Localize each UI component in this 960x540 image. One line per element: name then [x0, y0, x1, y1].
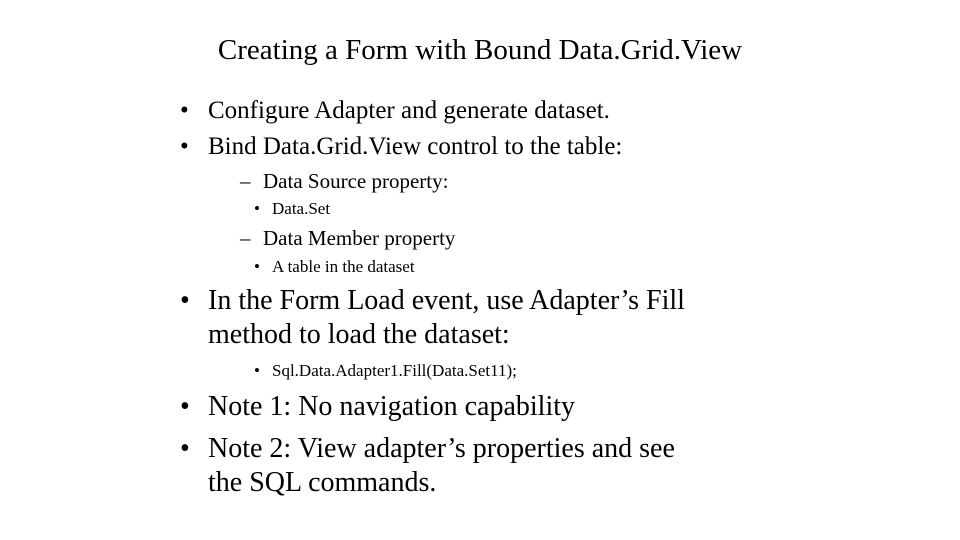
bullet-glyph: •: [254, 257, 260, 276]
bullet-glyph: •: [254, 199, 260, 218]
bullet-glyph: •: [180, 285, 190, 316]
bullet-text-line1: Note 2: View adapter’s properties and see: [208, 433, 675, 464]
sub-sub-bullet-text: Sql.Data.Adapter1.Fill(Data.Set11);: [272, 361, 517, 380]
bullet-text: Bind Data.Grid.View control to the table:: [208, 133, 623, 160]
bullet-glyph: •: [180, 391, 190, 422]
bullet-glyph: •: [254, 361, 260, 380]
dash-glyph: –: [240, 169, 251, 193]
sub-sub-bullet-text: Data.Set: [272, 199, 331, 218]
slide-title: Creating a Form with Bound Data.Grid.View: [217, 34, 743, 66]
bullet-glyph: •: [180, 433, 190, 464]
sub-sub-bullet-text: A table in the dataset: [272, 257, 415, 276]
sub-bullet-text: Data Member property: [263, 226, 456, 250]
bullet-text-line2: the SQL commands.: [208, 467, 437, 498]
bullet-text: Configure Adapter and generate dataset.: [208, 97, 610, 124]
bullet-glyph: •: [180, 97, 189, 124]
bullet-text-line1: In the Form Load event, use Adapter’s Fill: [208, 285, 685, 316]
dash-glyph: –: [240, 226, 251, 250]
bullet-text-line2: method to load the dataset:: [208, 319, 510, 350]
sub-bullet-text: Data Source property:: [263, 169, 449, 193]
bullet-text: Note 1: No navigation capability: [208, 391, 576, 422]
bullet-glyph: •: [180, 133, 189, 160]
